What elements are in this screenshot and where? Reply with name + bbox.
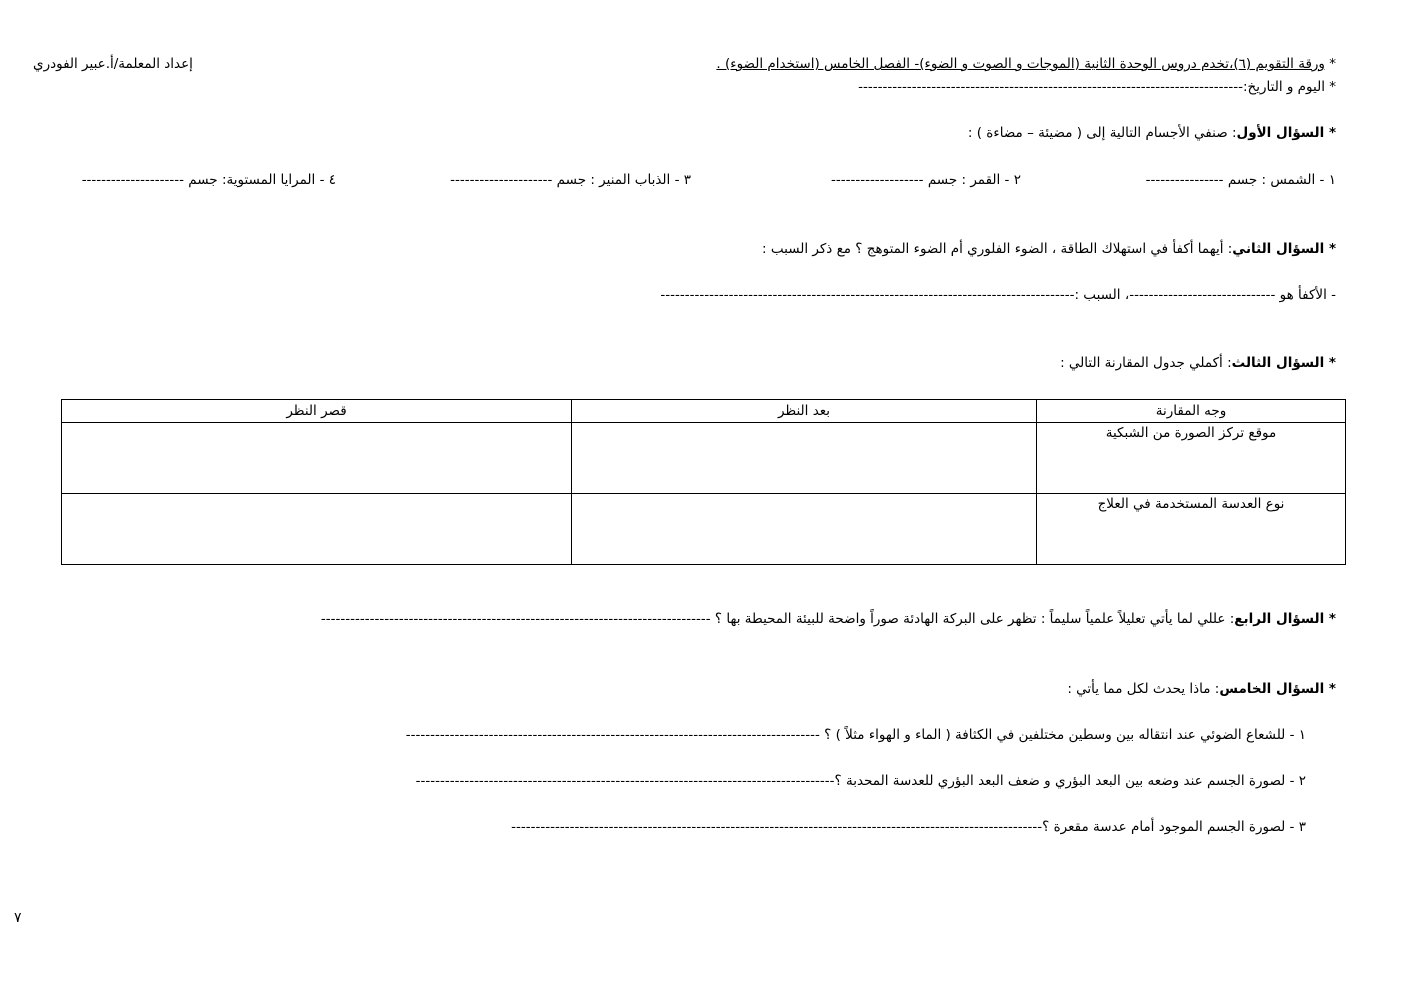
answer-cell-farsighted-focus[interactable]: [572, 423, 1037, 494]
question-2-label: * السؤال الثاني: [1232, 241, 1336, 257]
question-5-text: : ماذا يحدث لكل مما يأتي :: [1067, 681, 1220, 697]
answer-cell-farsighted-lens[interactable]: [572, 494, 1037, 565]
question-1-label: * السؤال الأول: [1236, 125, 1336, 141]
row-label-lens-type: نوع العدسة المستخدمة في العلاج: [1037, 494, 1346, 565]
table-header-row: [62, 400, 1346, 423]
question-5-title: [1067, 680, 1336, 698]
question-5-label: * السؤال الخامس: [1219, 681, 1336, 697]
question-4-title: [321, 610, 1336, 628]
page-number: ٧: [14, 910, 22, 926]
q5-item-3: ٣ - لصورة الجسم الموجود أمام عدسة مقعرة ؟-------------------------------------------------------------------------------------------------------------: [511, 819, 1306, 835]
table-row: [62, 494, 1346, 565]
comparison-table: [61, 399, 1346, 565]
question-3-label: * السؤال الثالث: [1231, 355, 1336, 371]
header-farsightedness: بعد النظر: [572, 400, 1037, 423]
question-1-text: : صنفي الأجسام التالية إلى ( مضيئة – مضاءة ) :: [967, 125, 1237, 141]
row-label-image-focus: موقع تركز الصورة من الشبكية: [1037, 423, 1346, 494]
header-comparison-aspect: وجه المقارنة: [1037, 400, 1346, 423]
q1-item-1: ١ - الشمس : جسم ----------------: [1145, 172, 1336, 188]
q5-item-1: ١ - للشعاع الضوئي عند انتقاله بين وسطين مختلفين في الكثافة ( الماء و الهواء مثلاً ) ؟ -------------------------------------------------------------------------------------: [405, 727, 1306, 743]
q1-item-2: ٢ - القمر : جسم -------------------: [830, 172, 1021, 188]
q1-item-4: ٤ - المرايا المستوية: جسم ---------------------: [81, 172, 336, 188]
question-2-text: : أيهما أكفأ في استهلاك الطاقة ، الضوء الفلوري أم الضوء المتوهج ؟ مع ذكر السبب :: [762, 241, 1233, 257]
question-3-text: : أكملي جدول المقارنة التالي :: [1060, 355, 1232, 371]
worksheet-title-text: ورقة التقويم (٦)،تخدم دروس الوحدة الثانية (الموجات و الصوت و الضوء)- الفصل الخامس (استخدام الضوء) .: [716, 56, 1325, 72]
question-1-title: [968, 124, 1336, 142]
worksheet-title: [716, 55, 1336, 73]
title-bullet: *: [1324, 56, 1336, 72]
question-4-text: : عللي لما يأتي تعليلاً علمياً سليماً : تظهر على البركة الهادئة صوراً واضحة للبيئة المحيطة بها ؟ --------------------------------------------------------------------------------: [320, 611, 1235, 627]
author-credit: إعداد المعلمة/أ.عبير الفودري: [33, 56, 193, 72]
q1-item-3: ٣ - الذباب المنير : جسم ---------------------: [450, 172, 691, 188]
header-nearsightedness: قصر النظر: [62, 400, 572, 423]
date-line: * اليوم و التاريخ:-------------------------------------------------------------------------------: [858, 79, 1336, 95]
question-2-title: [762, 240, 1336, 258]
answer-cell-nearsighted-focus[interactable]: [62, 423, 572, 494]
q5-item-2: ٢ - لصورة الجسم عند وضعه بين البعد البؤري و ضعف البعد البؤري للعدسة المحدبة ؟--------------------------------------------------------------------------------------: [415, 773, 1306, 789]
table-row: [62, 423, 1346, 494]
question-4-label: * السؤال الرابع: [1234, 611, 1336, 627]
question-2-answer-line: - الأكفأ هو ------------------------------، السبب :-------------------------------------------------------------------------------------: [660, 287, 1336, 303]
answer-cell-nearsighted-lens[interactable]: [62, 494, 572, 565]
question-3-title: [1060, 354, 1336, 372]
